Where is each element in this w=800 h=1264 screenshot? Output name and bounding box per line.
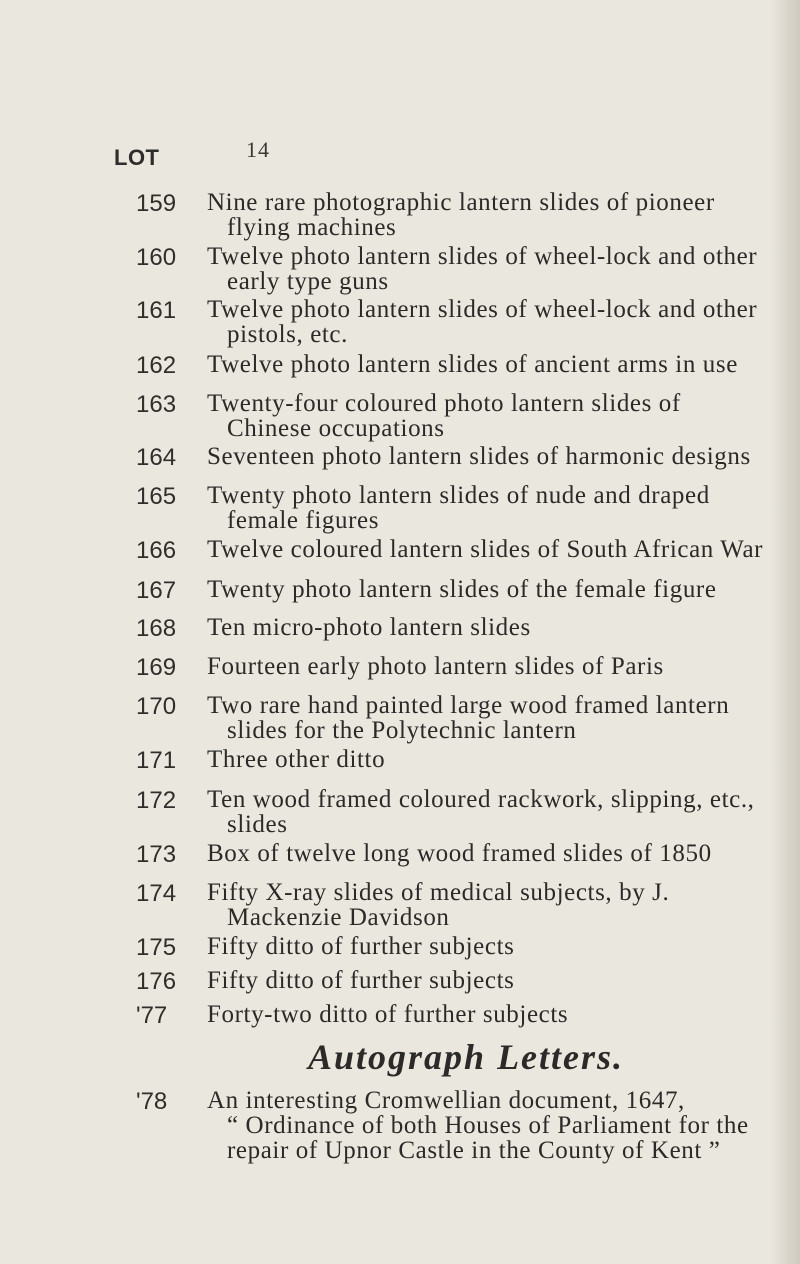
lot-description-line: An interesting Cromwellian document, 1647,	[207, 1087, 685, 1114]
lot-description	[207, 615, 667, 640]
lot-description-line: Fourteen early photo lantern slides of Paris	[207, 653, 664, 680]
lot-number: 162	[136, 352, 177, 379]
lot-description-line: slides for the Polytechnic lantern	[227, 717, 577, 744]
lot-description-line: early type guns	[227, 268, 389, 295]
section-heading: Autograph Letters.	[308, 1037, 625, 1077]
lot-description-line: “ Ordinance of both Houses of Parliament for the	[227, 1112, 749, 1139]
lot-description	[207, 968, 667, 993]
lot-number: 164	[136, 444, 177, 471]
lot-number: 168	[136, 615, 177, 642]
lot-number: 170	[136, 693, 177, 720]
lot-description-line: Ten wood framed coloured rackwork, slipping, etc.,	[207, 786, 755, 813]
lot-description-line: slides	[227, 811, 288, 838]
lot-number: '77	[136, 1002, 168, 1029]
lot-number: 173	[136, 841, 177, 868]
lot-description-line: Three other ditto	[207, 746, 386, 773]
page-edge-shadow	[770, 0, 800, 1264]
lot-column-header: LOT	[114, 145, 160, 170]
lot-description	[207, 934, 667, 959]
lot-number: 174	[136, 880, 177, 907]
lot-description-line: Twelve coloured lantern slides of South African War	[207, 536, 764, 563]
lot-description	[207, 747, 667, 772]
lot-description	[207, 189, 715, 241]
lot-description-line: Fifty ditto of further subjects	[207, 967, 515, 994]
lot-description-line: Twelve photo lantern slides of ancient arms in use	[207, 351, 738, 378]
lot-description	[207, 576, 717, 603]
lot-description	[207, 1002, 667, 1027]
lot-description	[207, 1087, 749, 1164]
lot-description-line: Nine rare photographic lantern slides of pioneer	[207, 189, 715, 216]
lot-description	[207, 879, 670, 931]
lot-description	[207, 482, 710, 534]
lot-description-line: Twenty photo lantern slides of nude and draped	[207, 482, 710, 509]
lot-number: 160	[136, 244, 177, 271]
lot-description-line: Chinese occupations	[227, 415, 445, 442]
lot-number: 167	[136, 577, 177, 604]
lot-description-line: Seventeen photo lantern slides of harmonic designs	[207, 443, 751, 470]
lot-description	[207, 654, 667, 679]
page-number: 14	[246, 137, 270, 162]
lot-description	[207, 692, 730, 744]
lot-number: 159	[136, 190, 177, 217]
lot-description	[207, 786, 755, 838]
lot-description-line: pistols, etc.	[227, 321, 348, 348]
lot-description	[207, 390, 681, 442]
lot-description-line: repair of Upnor Castle in the County of Kent ”	[227, 1137, 721, 1164]
lot-description-line: Fifty X-ray slides of medical subjects, by J.	[207, 879, 670, 906]
lot-description	[207, 296, 758, 348]
lot-description-line: female figures	[227, 507, 380, 534]
lot-description-line: Twenty-four coloured photo lantern slides of	[207, 390, 681, 417]
lot-number: 172	[136, 787, 177, 814]
lot-description-line: Mackenzie Davidson	[227, 904, 450, 931]
lot-description-line: Fifty ditto of further subjects	[207, 933, 515, 960]
lot-description-line: Twelve photo lantern slides of wheel-lock and other	[207, 296, 758, 323]
lot-description	[207, 840, 712, 867]
lot-description-line: Forty-two ditto of further subjects	[207, 1001, 569, 1028]
lot-description-line: Twenty photo lantern slides of the female figure	[207, 576, 717, 603]
lot-number: 171	[136, 747, 177, 774]
lot-number: 161	[136, 297, 177, 324]
lot-description	[207, 243, 758, 295]
lot-description-line: Ten micro-photo lantern slides	[207, 614, 531, 641]
lot-description-line: flying machines	[227, 214, 397, 241]
lot-number: '78	[136, 1088, 168, 1115]
lot-number: 163	[136, 391, 177, 418]
lot-description	[207, 536, 764, 563]
lot-description-line: Two rare hand painted large wood framed lantern	[207, 692, 730, 719]
lot-description-line: Twelve photo lantern slides of wheel-lock and other	[207, 243, 758, 270]
lot-description	[207, 351, 738, 378]
lot-number: 165	[136, 483, 177, 510]
lot-number: 169	[136, 654, 177, 681]
lot-description	[207, 443, 751, 470]
lot-number: 166	[136, 537, 177, 564]
lot-number: 175	[136, 934, 177, 961]
lot-number: 176	[136, 968, 177, 995]
lot-description-line: Box of twelve long wood framed slides of 1850	[207, 840, 712, 867]
